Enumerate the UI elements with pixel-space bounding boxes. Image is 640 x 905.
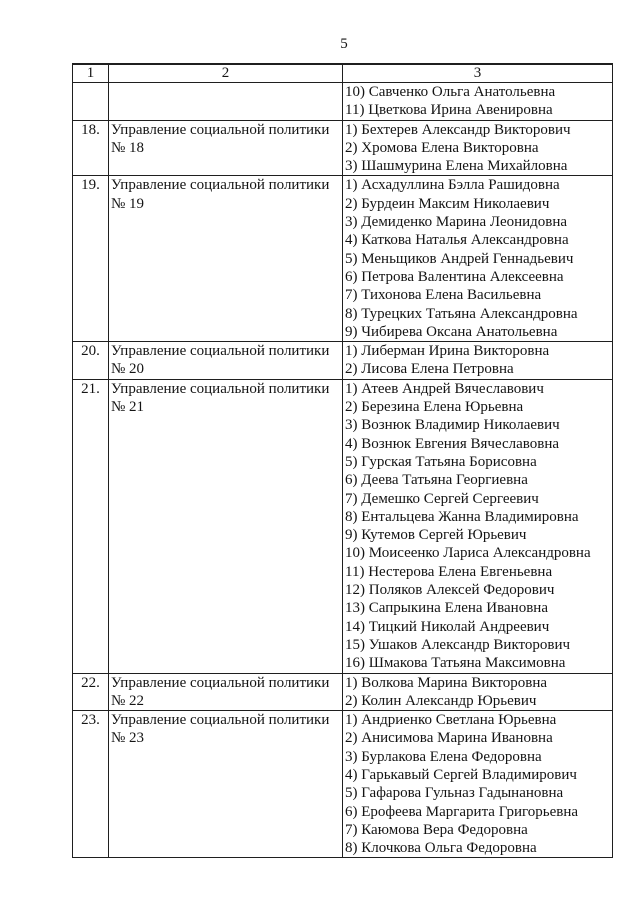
table-row — [73, 711, 613, 858]
member-line: 8) Турецких Татьяна Александровна — [345, 305, 578, 322]
department-line: Управление социальной политики — [111, 674, 330, 691]
department-cell — [109, 176, 343, 342]
department-line: Управление социальной политики — [111, 343, 330, 360]
member-line: 5) Меньщиков Андрей Геннадьевич — [345, 250, 574, 267]
member-line: 2) Бурдеин Максим Николаевич — [345, 195, 550, 212]
department-cell — [109, 673, 343, 711]
member-line: 1) Асхадуллина Бэлла Рашидовна — [345, 177, 560, 194]
member-line: 7) Демешко Сергей Сергеевич — [345, 490, 539, 507]
row-number — [73, 83, 109, 121]
department-cell — [109, 342, 343, 380]
header-col-3: 3 — [343, 64, 613, 83]
member-line: 10) Моисеенко Лариса Александровна — [345, 545, 591, 562]
member-line: 7) Каюмова Вера Федоровна — [345, 821, 528, 838]
member-line: 6) Ерофеева Маргарита Григорьевна — [345, 803, 579, 820]
row-number: 18. — [73, 120, 109, 176]
department-cell — [109, 120, 343, 176]
member-line: 14) Тицкий Николай Андреевич — [345, 618, 550, 635]
member-line: 1) Бехтерев Александр Викторович — [345, 121, 571, 138]
department-line: № 18 — [111, 139, 145, 156]
table-row — [73, 176, 613, 342]
table-row — [73, 673, 613, 711]
member-line: 1) Андриенко Светлана Юрьевна — [345, 712, 557, 729]
members-cell — [343, 83, 613, 121]
member-line: 5) Гафарова Гульназ Гадынановна — [345, 785, 564, 802]
members-cell — [343, 120, 613, 176]
member-line: 6) Петрова Валентина Алексеевна — [345, 268, 564, 285]
member-line: 12) Поляков Алексей Федорович — [345, 582, 555, 599]
member-line: 4) Вознюк Евгения Вячеславовна — [345, 435, 560, 452]
member-line: 15) Ушаков Александр Викторович — [345, 636, 571, 653]
department-cell — [109, 711, 343, 858]
department-line: Управление социальной политики — [111, 712, 330, 729]
department-line: № 21 — [111, 399, 145, 416]
row-number: 21. — [73, 379, 109, 673]
member-line: 1) Либерман Ирина Викторовна — [345, 343, 550, 360]
member-line: 8) Клочкова Ольга Федоровна — [345, 840, 537, 857]
member-line: 2) Лисова Елена Петровна — [345, 361, 514, 378]
member-line: 1) Волкова Марина Викторовна — [345, 674, 548, 691]
member-line: 2) Колин Александр Юрьевич — [345, 692, 537, 709]
member-line: 7) Тихонова Елена Васильевна — [345, 287, 542, 304]
member-line: 2) Березина Елена Юрьевна — [345, 399, 524, 416]
member-line: 4) Каткова Наталья Александровна — [345, 232, 569, 249]
table-row — [73, 120, 613, 176]
table-header — [73, 64, 613, 83]
member-line: 3) Шашмурина Елена Михайловна — [345, 158, 568, 175]
page-number: 5 — [340, 36, 348, 52]
header-col-2: 2 — [109, 64, 343, 83]
roster-table — [72, 63, 613, 858]
row-number: 20. — [73, 342, 109, 380]
row-number: 22. — [73, 673, 109, 711]
member-line: 1) Атеев Андрей Вячеславович — [345, 380, 544, 397]
members-cell — [343, 711, 613, 858]
department-line: Управление социальной политики — [111, 177, 330, 194]
table-body — [73, 83, 613, 858]
department-line: № 23 — [111, 730, 145, 747]
members-cell — [343, 176, 613, 342]
member-line: 9) Чибирева Оксана Анатольевна — [345, 323, 558, 340]
member-line: 13) Сапрыкина Елена Ивановна — [345, 600, 548, 617]
member-line: 3) Демиденко Марина Леонидовна — [345, 214, 568, 231]
header-col-1: 1 — [73, 64, 109, 83]
department-line: Управление социальной политики — [111, 380, 330, 397]
member-line: 2) Хромова Елена Викторовна — [345, 139, 539, 156]
department-cell — [109, 83, 343, 121]
department-line: Управление социальной политики — [111, 121, 330, 138]
department-line: № 20 — [111, 361, 145, 378]
members-cell — [343, 673, 613, 711]
member-line: 2) Анисимова Марина Ивановна — [345, 730, 553, 747]
member-line: 8) Ентальцева Жанна Владимировна — [345, 508, 579, 525]
header-row — [73, 64, 613, 83]
row-number: 19. — [73, 176, 109, 342]
member-line: 3) Вознюк Владимир Николаевич — [345, 417, 560, 434]
member-line: 3) Бурлакова Елена Федоровна — [345, 748, 542, 765]
department-cell — [109, 379, 343, 673]
table-row — [73, 83, 613, 121]
member-line: 10) Савченко Ольга Анатольевна — [345, 84, 556, 100]
row-number: 23. — [73, 711, 109, 858]
table-row — [73, 379, 613, 673]
member-line: 16) Шмакова Татьяна Максимовна — [345, 655, 566, 672]
members-cell — [343, 379, 613, 673]
member-line: 6) Деева Татьяна Георгиевна — [345, 472, 528, 489]
member-line: 4) Гарькавый Сергей Владимирович — [345, 766, 577, 783]
department-line: № 22 — [111, 692, 145, 709]
department-line: № 19 — [111, 195, 145, 212]
members-cell — [343, 342, 613, 380]
member-line: 11) Цветкова Ирина Авенировна — [345, 102, 553, 119]
member-line: 5) Гурская Татьяна Борисовна — [345, 453, 537, 470]
table-row — [73, 342, 613, 380]
member-line: 11) Нестерова Елена Евгеньевна — [345, 563, 553, 580]
member-line: 9) Кутемов Сергей Юрьевич — [345, 527, 527, 544]
